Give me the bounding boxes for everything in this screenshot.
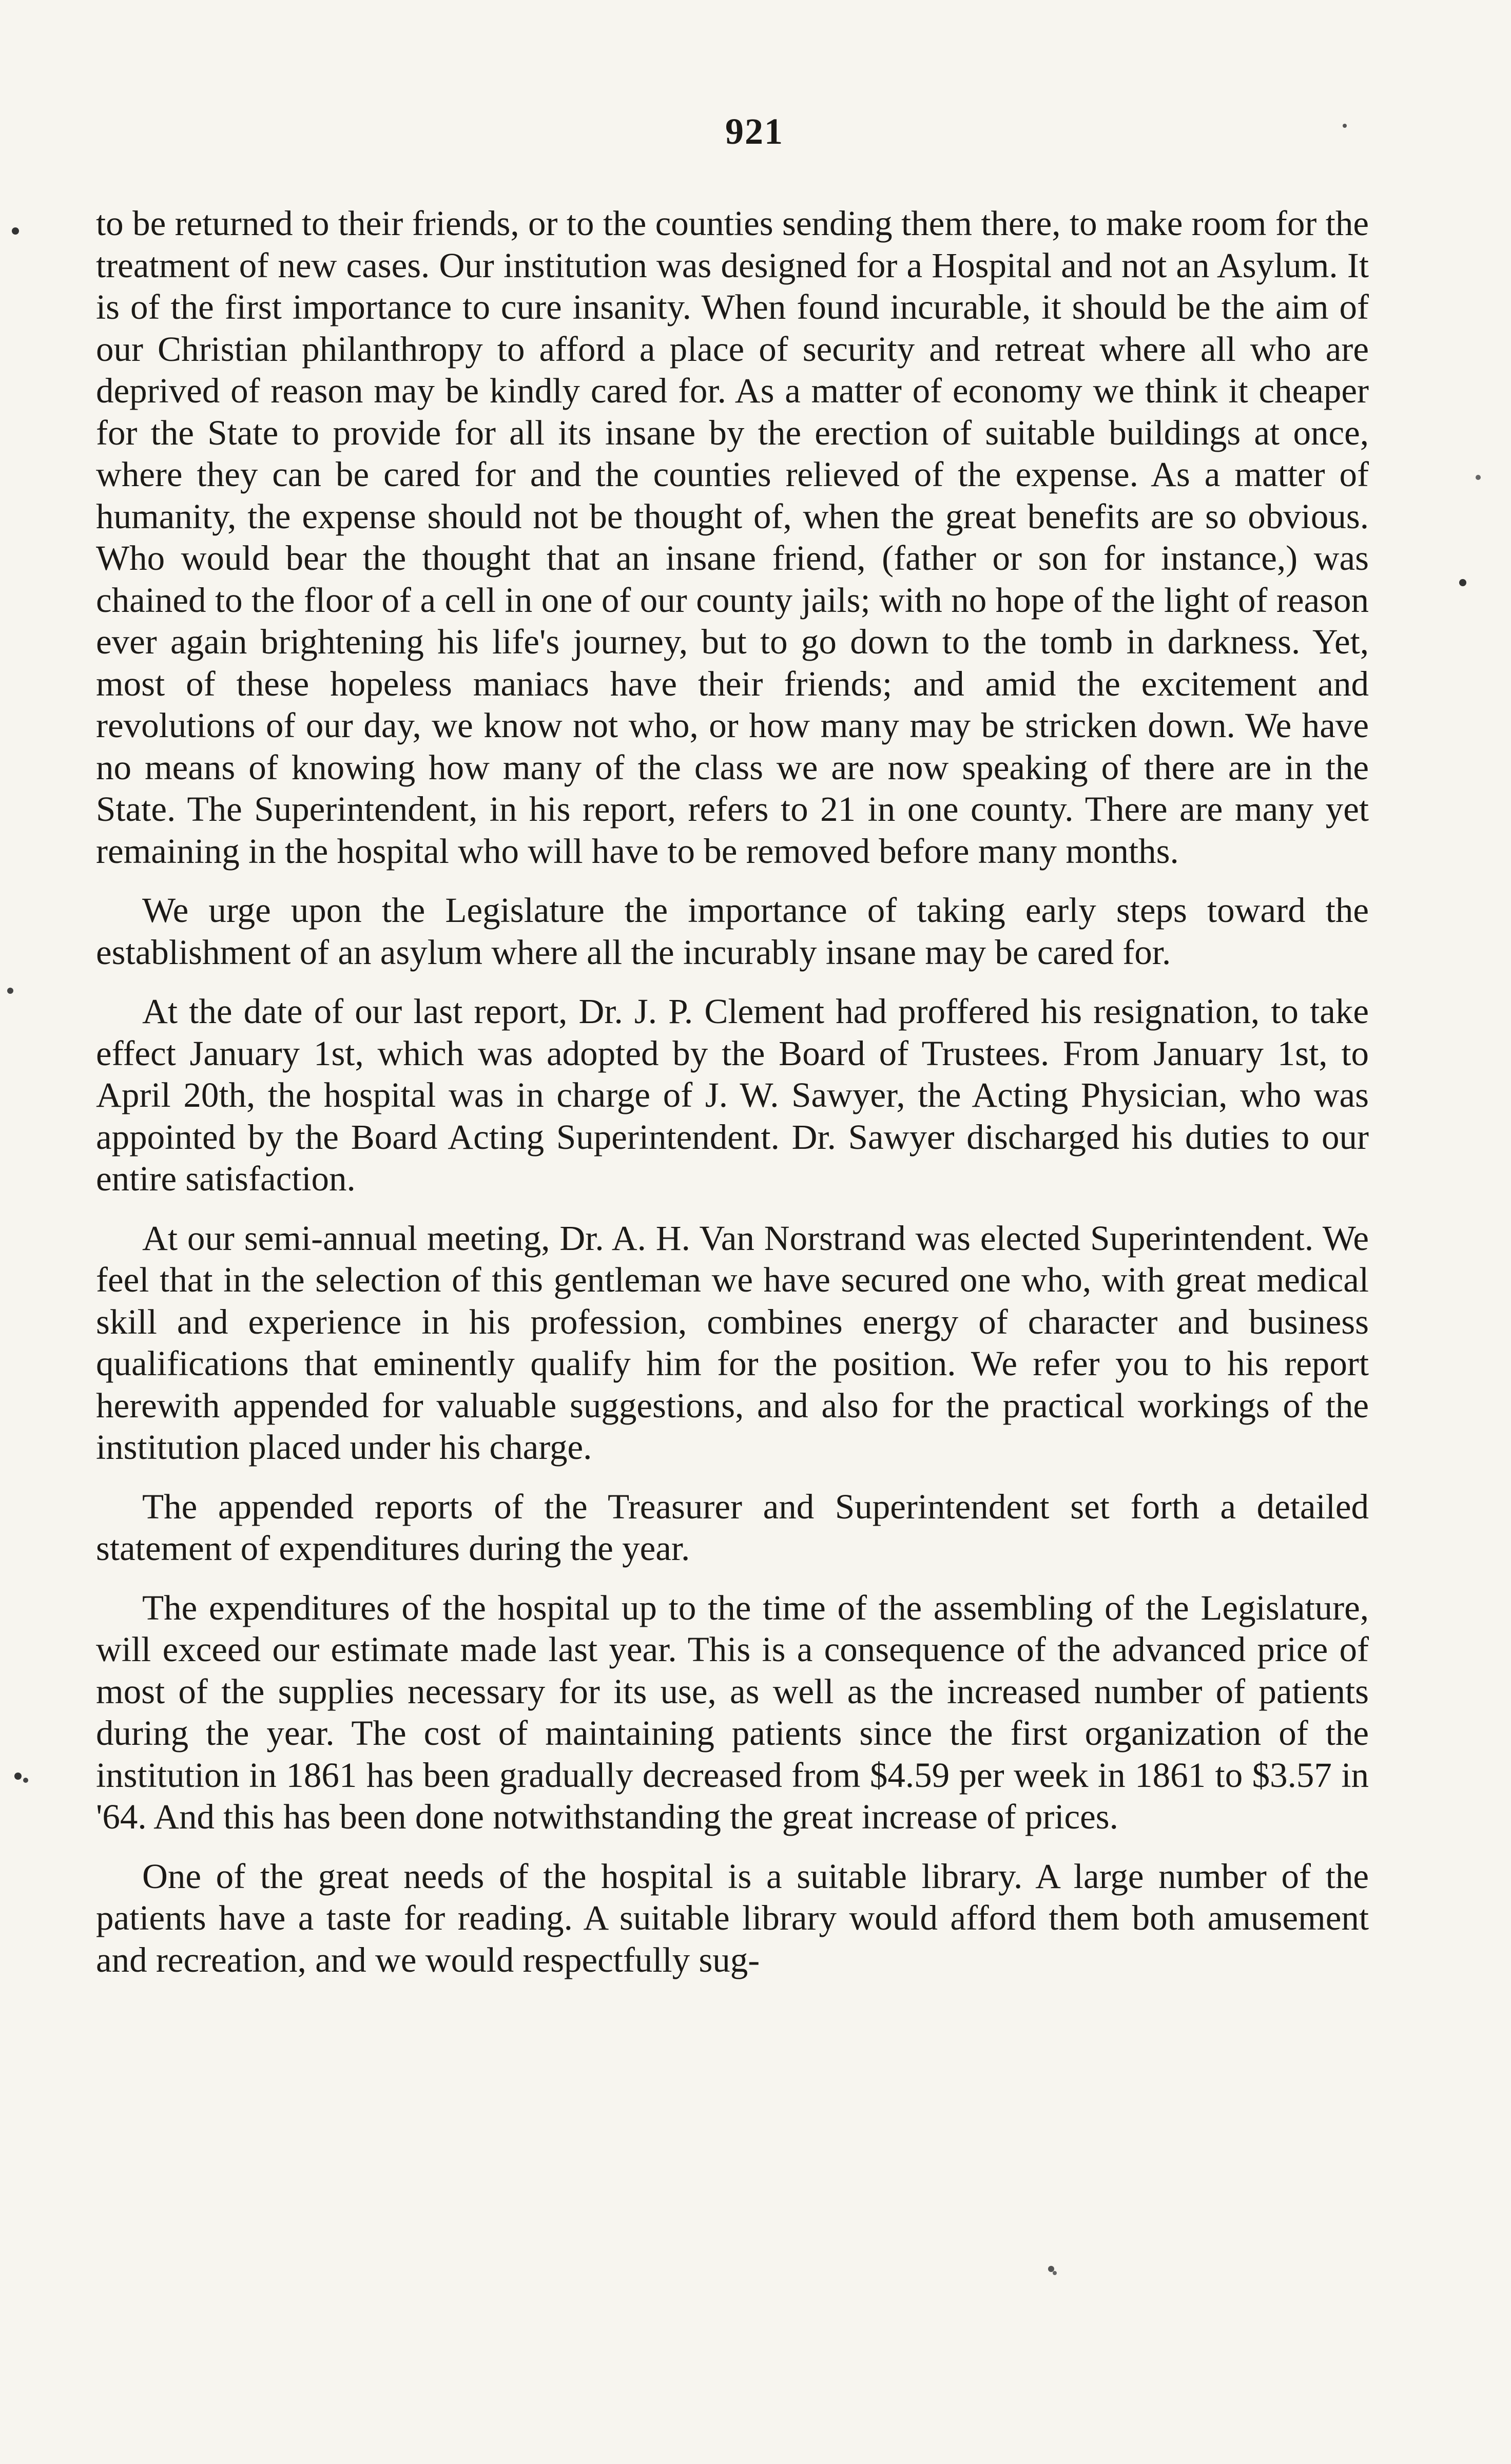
paragraph-reports: The appended reports of the Treasurer and Superintendent set forth a detailed statement of expenditures during the year.	[96, 1487, 1369, 1568]
paragraph-library: One of the great needs of the hospital is a suitable library. A large number of the patients have a taste for reading. A suitable library would afford them both amusement and recreation, and we would respectfully sug-	[96, 1856, 1369, 1979]
paragraph-asylum-appeal: We urge upon the Legislature the importance of taking early steps toward the establishment of an asylum where all the incurably insane may be cared for.	[96, 891, 1369, 972]
paragraph-expenditures: The expenditures of the hospital up to the time of the assembling of the Legislature, will exceed our estimate made last year. This is a consequence of the advanced price of most of the supplies necessary for its use, as well as the increased number of patients during the year. The cost of maintaining patients since the first organization of the institution in 1861 has been gradually decreased from $4.59 per week in 1861 to $3.57 in '64. And this has been done notwithstanding the great increase of prices.	[96, 1588, 1369, 1836]
paragraph-superintendent: At our semi-annual meeting, Dr. A. H. Van Norstrand was elected Superintendent. We feel that in the selection of this gentleman we have secured one who, with great medical skill and experience in his profession, combines energy of character and business qualifications that eminently qualify him for the position. We refer you to his report herewith appended for valuable suggestions, and also for the practical workings of the institution placed under his charge.	[96, 1218, 1369, 1467]
paragraph-insanity-care: to be returned to their friends, or to the counties sending them there, to make room for the treatment of new cases. Our institution was designed for a Hospital and not an Asylum. It is of the first importance to cure insanity. When found incurable, it should be the aim of our Christian philanthropy to afford a place of security and retreat where all who are deprived of reason may be kindly cared for. As a matter of economy we think it cheaper for the State to provide for all its insane by the erection of suitable buildings at once, where they can be cared for and the counties relieved of the expense. As a matter of humanity, the expense should not be thought of, when the great benefits are so obvious. Who would bear the thought that an insane friend, (father or son for instance,) was chained to the floor of a cell in one of our county jails; with no hope of the light of reason ever again brightening his life's journey, but to go down to the tomb in darkness. Yet, most of these hopeless maniacs have their friends; and amid the excitement and revolutions of our day, we know not who, or how many may be stricken down. We have no means of knowing how many of the class we are now speaking of there are in the State. The Superintendent, in his report, refers to 21 in one county. There are many yet remaining in the hospital who will have to be removed before many months.	[96, 204, 1369, 871]
page-number: 921	[725, 111, 784, 152]
paragraph-resignation: At the date of our last report, Dr. J. P. Clement had proffered his resignation, to take effect January 1st, which was adopted by the Board of Trustees. From January 1st, to April 20th, the hospital was in charge of J. W. Sawyer, the Acting Physician, who was appointed by the Board Acting Superintendent. Dr. Sawyer discharged his duties to our entire satisfaction.	[96, 992, 1369, 1198]
body-text	[96, 203, 1369, 1981]
